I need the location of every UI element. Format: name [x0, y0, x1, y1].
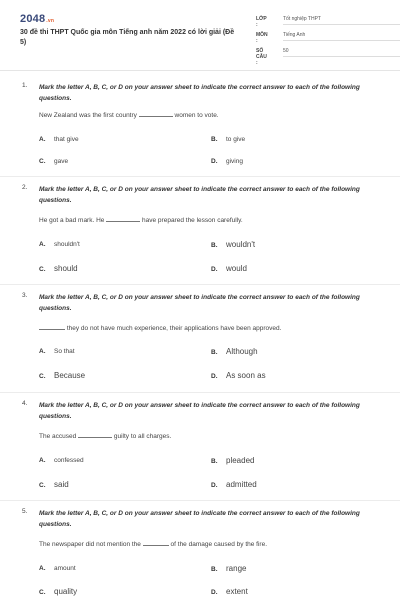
option-text: So that [54, 348, 75, 355]
question-number: 3. [22, 292, 28, 299]
option-text: Although [226, 347, 258, 356]
option-text: Because [54, 371, 86, 380]
option-letter: B. [211, 458, 218, 465]
answer-blank [143, 541, 169, 546]
option-letter: A. [39, 348, 46, 355]
stem-after: they do not have much experience, their applications have been approved. [66, 325, 282, 332]
option-text: As soon as [226, 371, 266, 380]
option-text: would [226, 264, 247, 273]
option-d[interactable] [211, 264, 247, 273]
answer-blank [139, 112, 173, 117]
option-letter: B. [211, 566, 218, 573]
question-separator [0, 500, 400, 501]
option-b[interactable] [211, 136, 245, 143]
stem-after: women to vote. [174, 112, 219, 119]
meta-class-value: Tốt nghiệp THPT [283, 16, 321, 22]
question-number: 5. [22, 508, 28, 515]
question-stem [39, 541, 267, 548]
meta-count-key: SỐ CÂU : [256, 48, 267, 66]
answer-blank [106, 217, 140, 222]
option-a[interactable] [39, 457, 84, 464]
stem-before: The newspaper did not mention the [39, 541, 141, 548]
option-c[interactable] [39, 480, 69, 489]
option-d[interactable] [211, 158, 243, 165]
stem-after: of the damage caused by the fire. [170, 541, 268, 548]
option-b[interactable] [211, 564, 246, 573]
option-letter: C. [39, 482, 46, 489]
option-text: said [54, 480, 69, 489]
site-logo[interactable] [20, 13, 54, 25]
question-number: 1. [22, 82, 28, 89]
option-b[interactable] [211, 347, 258, 356]
document-title: 30 đề thi THPT Quốc gia môn Tiếng anh năm 2022 có lời giải (Đề 5) [20, 29, 235, 46]
option-letter: A. [39, 457, 46, 464]
option-text: confessed [54, 457, 84, 464]
meta-subject-value: Tiếng Anh [283, 32, 306, 38]
option-text: wouldn't [226, 240, 256, 249]
option-d[interactable] [211, 480, 257, 489]
option-text: to give [226, 136, 246, 143]
stem-before: The accused [39, 433, 77, 440]
question-instruction: Mark the letter A, B, C, or D on your answer sheet to indicate the correct answer to each of the following questions. [39, 510, 360, 528]
option-letter: D. [211, 482, 218, 489]
option-letter: D. [211, 373, 218, 380]
option-a[interactable] [39, 348, 75, 355]
option-text: gave [54, 158, 69, 165]
question-instruction: Mark the letter A, B, C, or D on your answer sheet to indicate the correct answer to each of the following questions. [39, 84, 360, 102]
option-letter: A. [39, 136, 46, 143]
question-instruction: Mark the letter A, B, C, or D on your answer sheet to indicate the correct answer to each of the following questions. [39, 186, 360, 204]
option-text: amount [54, 565, 76, 572]
option-letter: C. [39, 589, 46, 596]
stem-after: have prepared the lesson carefully. [142, 217, 243, 224]
question-stem [39, 112, 219, 119]
option-letter: C. [39, 158, 46, 165]
question-number: 4. [22, 400, 28, 407]
answer-blank [78, 433, 112, 438]
option-letter: C. [39, 266, 46, 273]
question-separator [0, 284, 400, 285]
question-instruction: Mark the letter A, B, C, or D on your answer sheet to indicate the correct answer to each of the following questions. [39, 294, 360, 312]
option-letter: B. [211, 136, 218, 143]
meta-subject-key: MÔN : [256, 32, 268, 44]
option-letter: A. [39, 241, 46, 248]
header-divider [0, 70, 400, 71]
option-letter: D. [211, 158, 218, 165]
option-text: admitted [226, 480, 257, 489]
answer-blank [39, 325, 65, 330]
option-a[interactable] [39, 565, 76, 572]
question-stem [39, 433, 171, 440]
option-text: should [54, 264, 78, 273]
option-letter: D. [211, 266, 218, 273]
option-text: pleaded [226, 456, 255, 465]
option-letter: A. [39, 565, 46, 572]
option-text: extent [226, 587, 248, 596]
option-letter: B. [211, 349, 218, 356]
option-text: range [226, 564, 247, 573]
option-text: quality [54, 587, 78, 596]
option-b[interactable] [211, 240, 255, 249]
document-header [0, 0, 400, 70]
option-c[interactable] [39, 371, 85, 380]
meta-class-underline [283, 24, 400, 25]
option-a[interactable] [39, 136, 79, 143]
logo-sub-text: .vn [46, 18, 55, 24]
question-stem [39, 217, 243, 224]
meta-count-value: 50 [283, 48, 289, 54]
question-separator [0, 392, 400, 393]
option-d[interactable] [211, 371, 266, 380]
stem-after: guilty to all charges. [113, 433, 172, 440]
meta-count-underline [283, 56, 400, 57]
meta-class-key: LỚP : [256, 16, 267, 28]
option-b[interactable] [211, 456, 254, 465]
option-letter: C. [39, 373, 46, 380]
option-text: that give [54, 136, 79, 143]
option-text: giving [226, 158, 243, 165]
option-letter: B. [211, 242, 218, 249]
question-instruction: Mark the letter A, B, C, or D on your answer sheet to indicate the correct answer to each of the following questions. [39, 402, 360, 420]
option-d[interactable] [211, 587, 248, 596]
question-number: 2. [22, 184, 28, 191]
option-letter: D. [211, 589, 218, 596]
option-text: shouldn't [54, 241, 80, 248]
stem-before: New Zealand was the first country [39, 112, 137, 119]
option-c[interactable] [39, 158, 68, 165]
option-c[interactable] [39, 264, 78, 273]
question-separator [0, 176, 400, 177]
logo-main-text: 2048 [20, 13, 46, 25]
stem-before: He got a bad mark. He [39, 217, 105, 224]
meta-subject-underline [283, 40, 400, 41]
question-stem [39, 325, 281, 332]
option-c[interactable] [39, 587, 77, 596]
option-a[interactable] [39, 241, 80, 248]
